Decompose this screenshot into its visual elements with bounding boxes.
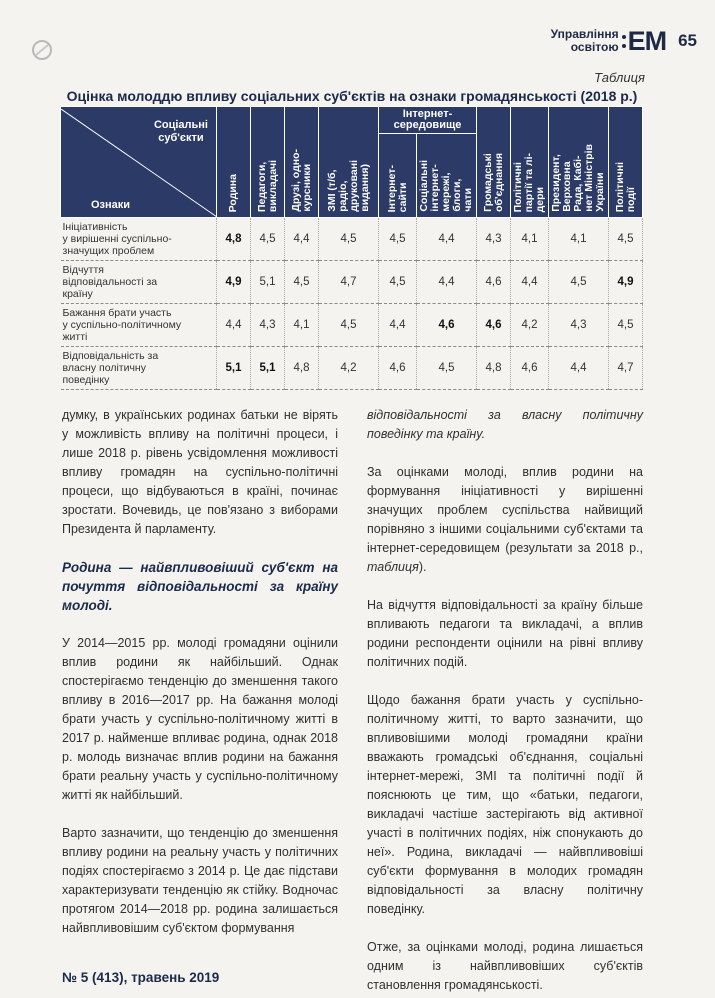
brand-line-1: Управління <box>550 27 619 41</box>
page-header <box>551 24 697 58</box>
table-cell: 4,7 <box>319 261 379 304</box>
col-header: Друзі, одно- курсники <box>285 107 319 218</box>
table-cell: 4,8 <box>285 347 319 390</box>
table-cell: 4,6 <box>477 304 511 347</box>
table-cell: 4,7 <box>609 347 643 390</box>
magazine-logo: EM <box>627 26 667 56</box>
table-row <box>61 261 643 304</box>
table-cell: 4,5 <box>417 347 477 390</box>
table-cell: 4,4 <box>417 261 477 304</box>
table-cell: 4,2 <box>511 304 549 347</box>
paragraph: Варто зазначити, що тенденцію до зменшення впливу родини на реальну участь у політичних подіях спостерігаємо з 2014 р. Це дає підстави характеризувати тенденцію як стійку. Водночас протягом 2014—2018 рр. родина залишається найвпливовішим суб'єктом формування <box>62 826 338 935</box>
col-header: Громадські об'єднання <box>477 107 511 218</box>
table-corner-header <box>61 107 217 218</box>
table-cell: 4,5 <box>549 261 609 304</box>
table-cell: 4,5 <box>609 218 643 261</box>
table-cell: 4,4 <box>549 347 609 390</box>
table-body <box>61 218 643 390</box>
table-cell: 4,4 <box>417 218 477 261</box>
table-cell: 5,1 <box>217 347 251 390</box>
table-cell: 4,3 <box>549 304 609 347</box>
table-row <box>61 218 643 261</box>
table-cell: 4,6 <box>511 347 549 390</box>
table-cell: 4,4 <box>217 304 251 347</box>
table-cell: 4,4 <box>285 218 319 261</box>
table-cell: 4,2 <box>319 347 379 390</box>
col-header: Політичні партії та лі- дери <box>511 107 549 218</box>
left-text-column <box>62 406 338 957</box>
col-header: Політичні події <box>609 107 643 218</box>
pushpin-icon <box>30 38 54 62</box>
table-cell: 4,5 <box>379 261 417 304</box>
table-title: Оцінка молоддю впливу соціальних суб'єктів на ознаки громадянськості (2018 р.) <box>66 88 638 104</box>
table-row <box>61 304 643 347</box>
table-cell: 4,8 <box>217 218 251 261</box>
corner-features-label: Ознаки <box>91 199 131 211</box>
page-number: 65 <box>678 31 697 50</box>
section-heading: Родина — найвпливовіший суб'єкт на почуття відповідальності за країну молоді. <box>62 560 338 613</box>
paragraph: На відчуття відповідальності за країну більше впливають педагоги та викладачі, а вплив родини респонденти оцінили на рівні впливу політичних подій. <box>367 598 643 669</box>
table-cell: 4,5 <box>319 304 379 347</box>
col-header: Інтернет- сайти <box>379 134 417 218</box>
table-cell: 4,6 <box>417 304 477 347</box>
row-label: Відчуття відповідальності за країну <box>61 261 217 304</box>
paragraph: У 2014—2015 рр. молоді громадяни оцінили вплив родини як найбільший. Однак спостерігаємо тенденцію до зменшення такого впливу в 2016—2017 рр. На бажання молоді брати участь у суспільно-політичному житті в 2017 р. найменше впливає родина, однак 2018 р. молодь визначає вплив родини на бажання брати реальну участь у суспільно-політичному житті як найбільший. <box>62 636 338 802</box>
table-cell: 5,1 <box>251 261 285 304</box>
table-cell: 5,1 <box>251 347 285 390</box>
corner-subjects-label: Соціальні суб'єкти <box>153 119 208 144</box>
brand-line-2: освітою <box>570 40 619 54</box>
internet-group-header: Інтернет- середовище <box>379 107 477 134</box>
table-cell: 4,5 <box>379 218 417 261</box>
right-text-column <box>367 406 643 998</box>
col-header: ЗМІ (т/б, радіо, друковані видання) <box>319 107 379 218</box>
paragraph: Щодо бажання брати участь у суспільно-політичному житті, то варто зазначити, що впливовішими молоді громадяни країни вважають громадські об'єднання, соціальні інтернет-мережі, ЗМІ та політичні події й пояснюють це тим, що «батьки, педагоги, викладачі частіше застерігають від активної участі в політичних подіях, ніж спонукають до неї». Родина, викладачі — найвпливовіші суб'єкти формування в молодих громадян відповідальності за власну політичну поведінку. <box>367 693 643 916</box>
table-caption: Таблиця <box>594 70 645 85</box>
assessment-table <box>60 106 643 390</box>
table-cell: 4,8 <box>477 347 511 390</box>
row-label: Ініціативність у вирішенні суспільно- значущих проблем <box>61 218 217 261</box>
table-cell: 4,5 <box>251 218 285 261</box>
paragraph: відповідальності за власну політичну поведінку та країну. <box>367 408 643 441</box>
table-row <box>61 347 643 390</box>
table-cell: 4,4 <box>379 304 417 347</box>
table-cell: 4,6 <box>477 261 511 304</box>
col-header: Соціальні інтернет- мережі, блоги, чати <box>417 134 477 218</box>
table-cell: 4,9 <box>609 261 643 304</box>
col-header: Президент, Верховна Рада, Кабі- нет Міністрів України <box>549 107 609 218</box>
magazine-brand-text <box>551 28 619 54</box>
table-cell: 4,9 <box>217 261 251 304</box>
table-cell: 4,6 <box>379 347 417 390</box>
col-header: Родина <box>217 107 251 218</box>
table-cell: 4,4 <box>511 261 549 304</box>
table-cell: 4,5 <box>609 304 643 347</box>
table-cell: 4,1 <box>549 218 609 261</box>
table-cell: 4,5 <box>319 218 379 261</box>
paragraph: За оцінками молоді, вплив родини на формування ініціативності у вирішенні значущих проблем суспільства найвищий порівняно з іншими соціальними суб'єктами та інтернет-середовищем (результати за 2018 р., таблиця). <box>367 465 643 574</box>
paragraph: думку, в українських родинах батьки не вірять у можливість впливу на політичні процеси, і лише 2018 р. рівень усвідомлення можливості впливу громадян на суспільно-політичні процеси, що відбуваються в країні, починає зростати. Вочевидь, це пов'язано з виборами Президента й парламенту. <box>62 408 338 536</box>
table-cell: 4,3 <box>251 304 285 347</box>
row-label: Бажання брати участь у суспільно-політичному житті <box>61 304 217 347</box>
table-cell: 4,1 <box>285 304 319 347</box>
brand-dots-icon <box>622 35 626 48</box>
table-cell: 4,1 <box>511 218 549 261</box>
table-cell: 4,5 <box>285 261 319 304</box>
col-header: Педагоги, викладачі <box>251 107 285 218</box>
paragraph: Отже, за оцінками молоді, родина лишається одним із найвпливовіших суб'єктів становлення громадянськості. <box>367 940 643 992</box>
issue-footer: № 5 (413), травень 2019 <box>62 970 220 985</box>
table-cell: 4,3 <box>477 218 511 261</box>
row-label: Відповідальність за власну політичну поведінку <box>61 347 217 390</box>
